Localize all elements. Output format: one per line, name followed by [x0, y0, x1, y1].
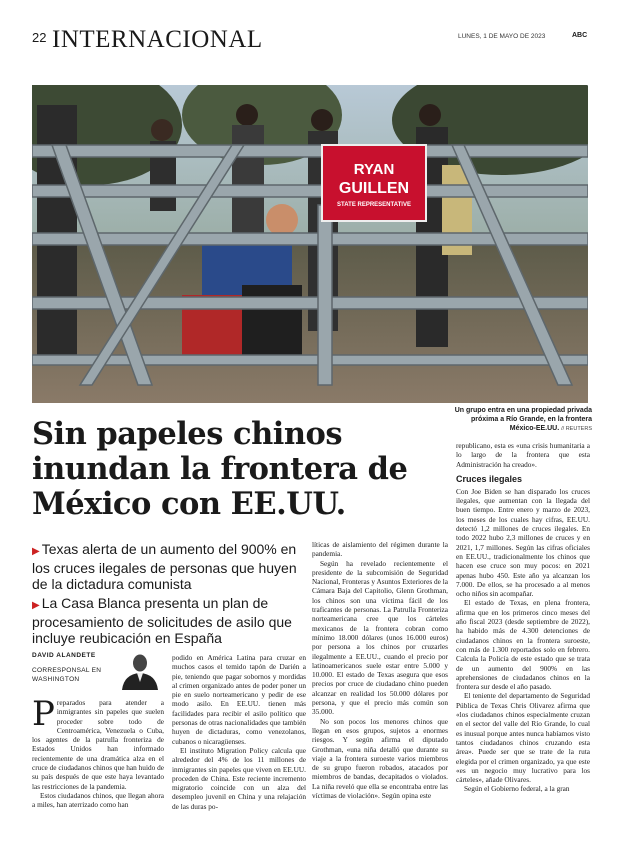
- sign-line-3: STATE REPRESENTATIVE: [337, 202, 411, 208]
- photo-caption: [446, 406, 592, 434]
- body-paragraph: Según el Gobierno federal, a la gran: [464, 784, 570, 794]
- body-paragraph: Según ha revelado recientemente el presidente de la subcomisión de Seguridad Nacional, Fronteras y Asuntos Exteriores de la Cámara Baja del Capitolio, Glenn Grothman, los chinos son una víctima fácil de los traficantes de personas. La Patrulla Fronteriza norteamericana cree que los cárteles mexicanos de la frontera cobran como mínimo 18.000 dólares (unos 16.000 euros) por persona a los chinos por cruzarles ilegalmente a EE.UU., cuando el precio por latinoamericanos suele estar entre 5.000 y 10.000. El estado de Texas asegura que esos precios por cruce de ciudadano chino pueden alcanzar en realidad los 50.000 dólares por persona, y que el precio más común son 35.000.: [312, 558, 448, 717]
- body-paragraph: El teniente del departamento de Seguridad Pública de Texas Chris Olivarez afirma que «los ciudadanos chinos especialmente cruzan en el sector del valle del Río Grande, lo cual es inusual porque antes nunca habíamos visto tantos ciudadanos chinos cruzando esta área». Puede ser que se trate de la ruta elegida por el crimen organizado, ya que este «es un negocio muy lucrativo para los cárteles», añade Olivares.: [456, 691, 590, 785]
- body-column-3: [312, 540, 448, 843]
- author-avatar: [118, 650, 162, 690]
- bullet-text: La Casa Blanca presenta un plan de procesamiento de solicitudes de asilo que incluye reubicación en España: [32, 595, 292, 646]
- page-date: LUNES, 1 DE MAYO DE 2023: [458, 33, 546, 40]
- body-paragraph: Estos ciudadanos chinos, que llegan ahora a miles, han aterrizado como han: [32, 790, 164, 810]
- photo-credit: // REUTERS: [561, 426, 592, 432]
- body-paragraph: El instituto Migration Policy calcula que alrededor del 4% de los 11 millones de inmigrantes sin papeles que viven en EE.UU. proceden de China. Este reciente incremento migratorio coincide con un alza del desempleo juvenil en China y una relajación de las duras po-: [172, 745, 306, 811]
- page-number: 22: [32, 30, 47, 45]
- sign-line-2: GUILLEN: [338, 180, 410, 197]
- section-title: INTERNACIONAL: [52, 26, 263, 53]
- bullet-triangle-icon: ▶: [32, 600, 40, 611]
- campaign-sign: [322, 145, 426, 221]
- body-paragraph: republicano, esta es «una crisis humanitaria a lo largo de la frontera que esta Administración ha creado».: [456, 441, 590, 469]
- news-photo: [32, 85, 588, 403]
- body-paragraph: Con Joe Biden se han disparado los cruces ilegales, que aumentan con la llegada del buen tiempo. Entre enero y marzo de 2023, los meses de los cuales hay cifras, EE.UU. detectó 1,2 millones de cruces ilegales. En todo 2022 hubo 2,3 millones de cruces y en 2021, 1,7 millones. Según las cifras oficiales en EE.UU., tradicionalmente los chinos que hacen ese cruce son muy pocos: en 2021 apenas hubo 450. Este año ya alcanzan los 7.000. De ellos, se ha procesado a al menos ocho niños sin acompañar.: [456, 486, 590, 599]
- body-column-4: [456, 441, 590, 843]
- body-paragraph: reparados para atender a inmigrantes sin papeles que suelen proceder sobre todo de Centroamérica, Venezuela o Cuba, los agentes de la patrulla fronteriza de Estados Unidos han informado recientemente de una dramática alza en el cruce de ciudadanos chinos que han huido de su país después de que este haya levantado las restricciones de la pandemia.: [32, 698, 164, 791]
- body-paragraph: podido en América Latina para cruzar en muchos casos el temido tapón de Darién a pie, teniendo que pagar sobornos y mordidas al crimen organizado antes de poder poner un pie en suelo norteamericano y pedir de ese modo asilo. En EE.UU. tienen más facilidades para recibir el asilo político que personas de otras nacionalidades que también huyen de dictaduras, como venezolanos, cubanos o nicaragüenses.: [172, 653, 306, 746]
- brand-logo: ABC: [572, 32, 588, 39]
- headline: Sin papeles chinos inundan la frontera de México con EE.UU.: [32, 416, 408, 522]
- border-fence-illustration: [32, 85, 588, 403]
- body-column-1: [32, 698, 164, 843]
- body-paragraph: El estado de Texas, en plena frontera, afirma que en los primeros cinco meses del año fiscal 2023 (desde septiembre de 2022), ha habido más de 4.300 detenciones de ciudadanos chinos en la frontera suroeste, con más de 1.300 reportados solo en febrero. Calcula la Policía de este estado que se trata de un aumento del 900% en las aprehensiones de ciudadanos chinos en la frontera sur desde el año pasado.: [456, 598, 590, 692]
- subheading: Cruces ilegales: [456, 473, 523, 484]
- summary-bullet: [32, 541, 312, 592]
- body-paragraph: líticas de aislamiento del régimen durante la pandemia.: [312, 540, 448, 559]
- bullet-text: Texas alerta de un aumento del 900% en los cruces ilegales de personas que huyen de la dictadura comunista: [32, 541, 297, 592]
- photo-caption-text: Un grupo entra en una propiedad privada próxima a Río Grande, en la frontera México-EE.UU.: [454, 407, 592, 432]
- drop-cap: P: [32, 698, 55, 734]
- sign-line-1: RYAN: [353, 161, 395, 178]
- bullet-triangle-icon: ▶: [32, 546, 40, 557]
- body-paragraph: No son pocos los menores chinos que llegan en esos grupos, sujetos a enormes riesgos. Y según afirma el diputado Grothman, «una niña detalló que durante su viaje a la frontera suroeste varios miembros de su grupo fueron robados, atacados por miembros de bandas, decapitados o violados. La niña reveló que ella se encontraba entre las víctimas de violación». Según opina este: [312, 716, 448, 801]
- byline-role: CORRESPONSAL EN WASHINGTON: [32, 667, 102, 683]
- byline-name: DAVID ALANDETE: [32, 652, 96, 659]
- summary-bullet: [32, 595, 312, 646]
- body-column-2: [172, 653, 306, 843]
